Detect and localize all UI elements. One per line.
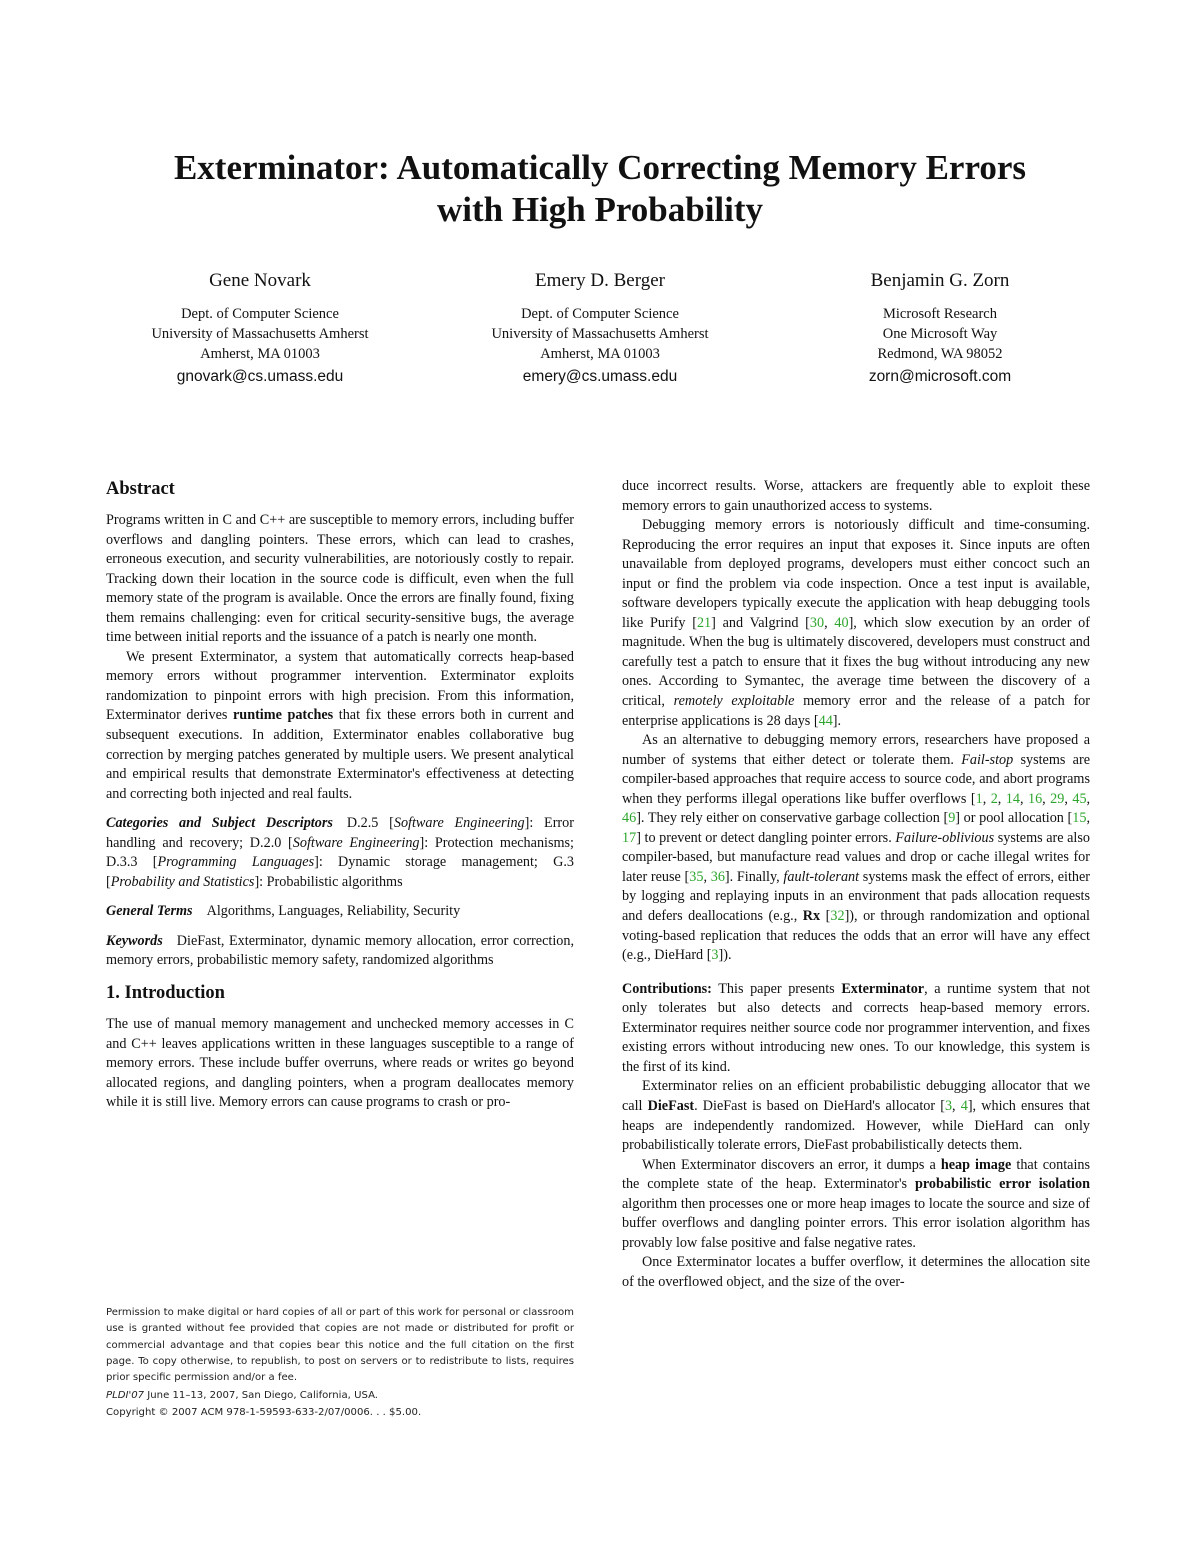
author-name: Emery D. Berger <box>535 270 665 291</box>
author-name: Gene Novark <box>209 270 311 291</box>
intro-paragraph: Exterminator relies on an efficient probabilistic debugging allocator that we call DieFast. DieFast is based on DieHard's allocator [3, 4], which ensures that heaps are independently randomized. However, while DieHard can only probabilistically tolerate errors, DieFast probabilistically detects them. <box>622 1078 1090 1154</box>
abstract-paragraph: Programs written in C and C++ are susceptible to memory errors, including buffer overflows and dangling pointers. These errors, which can lead to crashes, erroneous execution, and security vulnerabilities, are notoriously costly to repair. Tracking down their location in the source code is difficult, even when the full memory state of the program is available. Once the errors are finally found, fixing them remains challenging: even for critical security-sensitive bugs, the average time between initial reports and the issuance of a patch is nearly one month. <box>106 512 574 646</box>
citation-link[interactable]: 3 <box>711 947 719 964</box>
author-block <box>90 268 430 388</box>
intro-paragraph: Once Exterminator locates a buffer overflow, it determines the allocation site of the overflowed object, and the size of the over- <box>622 1254 1090 1290</box>
citation-link[interactable]: 29 <box>1050 790 1065 807</box>
author-affiliation: Dept. of Computer Science <box>521 306 679 322</box>
intro-paragraph: Debugging memory errors is notoriously difficult and time-consuming. Reproducing the error requires an input that exposes it. Since inputs are often unavailable from deployed programs, developers must either concoct such an input or find the problem via code inspection. Once a test input is available, software developers typically execute the application with heap debugging tools like Purify [21] and Valgrind [30, 40], which slow execution by an order of magnitude. When the bug is ultimately discovered, developers must construct and carefully test a patch to ensure that it fixes the bug without introducing any new ones. According to Symantec, the average time between the discovery of a critical, remotely exploitable memory error and the release of a patch for enterprise applications is 28 days [44]. <box>622 517 1090 729</box>
paper-title-line-1: Exterminator: Automatically Correcting Memory Errors <box>173 148 1027 187</box>
copyright-line: Copyright © 2007 ACM 978-1-59593-633-2/07/0006. . . $5.00. <box>106 1406 422 1418</box>
author-email[interactable]: emery@cs.umass.edu <box>522 368 678 385</box>
author-email[interactable]: zorn@microsoft.com <box>868 368 1012 385</box>
author-block <box>770 268 1110 388</box>
author-affiliation: Microsoft Research <box>883 306 997 322</box>
citation-link[interactable]: 40 <box>834 614 849 631</box>
author-email[interactable]: gnovark@cs.umass.edu <box>176 368 344 385</box>
author-affiliation: University of Massachusetts Amherst <box>491 326 709 342</box>
author-affiliation: Amherst, MA 01003 <box>200 346 320 362</box>
author-affiliation: Dept. of Computer Science <box>181 306 339 322</box>
citation-link[interactable]: 4 <box>960 1097 968 1114</box>
citation-link[interactable]: 14 <box>1005 790 1020 807</box>
citation-link[interactable]: 17 <box>622 829 637 846</box>
citation-link[interactable]: 44 <box>818 712 833 729</box>
citation-link[interactable]: 2 <box>990 790 998 807</box>
general-terms: General Terms Algorithms, Languages, Reliability, Security <box>106 903 461 920</box>
author-block <box>430 268 770 388</box>
citation-link[interactable]: 1 <box>975 790 983 807</box>
permission-footnote <box>106 1305 574 1421</box>
right-column <box>622 477 1090 1292</box>
citation-link[interactable]: 21 <box>696 614 712 631</box>
section-heading-introduction: 1. Introduction <box>106 983 225 1004</box>
intro-paragraph: As an alternative to debugging memory errors, researchers have proposed a number of systems that either detect or tolerate them. Fail-stop systems are compiler-based approaches that require access to source code, and abort programs when they performs illegal operations like buffer overflows [1, 2, 14, 16, 29, 45, 46]. They rely either on conservative garbage collection [9] or pool allocation [15, 17] to prevent or detect dangling pointer errors. Failure-oblivious systems are also compiler-based, but manufacture read values and drop or cache illegal writes for later reuse [35, 36]. Finally, fault-tolerant systems mask the effect of errors, either by logging and replaying inputs in an environment that pads allocation requests and defers deallocations (e.g., Rx [32]), or through randomization and optional voting-based replication that reduces the odds that an error will have any effect (e.g., DieHard [3]). <box>622 732 1091 964</box>
author-affiliation: University of Massachusetts Amherst <box>151 326 369 342</box>
intro-paragraph: duce incorrect results. Worse, attackers are frequently able to exploit these memory errors to gain unauthorized access to systems. <box>622 478 1090 514</box>
keywords: Keywords DieFast, Exterminator, dynamic memory allocation, error correction, memory errors, probabilistic memory safety, randomized algorithms <box>106 932 574 969</box>
author-affiliation: Amherst, MA 01003 <box>540 346 660 362</box>
citation-link[interactable]: 30 <box>809 614 825 631</box>
citation-link[interactable]: 32 <box>830 908 845 925</box>
paper-title-line-2: with High Probability <box>436 190 764 229</box>
left-column <box>106 477 574 1113</box>
abstract-heading: Abstract <box>106 479 175 499</box>
intro-paragraph: The use of manual memory management and unchecked memory accesses in C and C++ leaves applications written in these languages susceptible to a range of memory errors. These include buffer overruns, where reads or writes go beyond allocated regions, and dangling pointers, when a program deallocates memory while it is still live. Memory errors can cause programs to crash or pro- <box>106 1016 574 1111</box>
citation-link[interactable]: 16 <box>1027 790 1043 807</box>
citation-link[interactable]: 36 <box>710 868 725 885</box>
citation-link[interactable]: 35 <box>689 868 704 885</box>
abstract-paragraph: We present Exterminator, a system that automatically corrects heap-based memory errors without programmer intervention. Exterminator exploits randomization to pinpoint errors with high precision. From this information, Exterminator derives runtime patches that fix these errors both in current and subsequent executions. In addition, Exterminator enables collaborative bug correction by merging patches generated by multiple users. We present analytical and empirical results that demonstrate Exterminator's effectiveness at detecting and correcting both injected and real faults. <box>106 648 575 802</box>
permission-notice: Permission to make digital or hard copies of all or part of this work for personal or classroom use is granted without fee provided that copies are not made or distributed for profit or commercial advantage and that copies bear this notice and the full citation on the first page. To copy otherwise, to republish, to post on servers or to redistribute to lists, requires prior specific permission and/or a fee. <box>106 1307 574 1384</box>
author-affiliation: Redmond, WA 98052 <box>877 346 1003 362</box>
venue-line: PLDI'07 June 11–13, 2007, San Diego, California, USA. <box>106 1390 378 1402</box>
citation-link[interactable]: 9 <box>948 810 956 827</box>
author-affiliation: One Microsoft Way <box>882 326 998 342</box>
citation-link[interactable]: 45 <box>1072 790 1087 807</box>
intro-paragraph: When Exterminator discovers an error, it dumps a heap image that contains the complete state of the heap. Exterminator's probabilistic error isolation algorithm then processes one or more heap images to locate the source and size of buffer overflows and dangling pointer errors. This error isolation algorithm has provably low false positive and false negative rates. <box>622 1156 1091 1251</box>
citation-link[interactable]: 3 <box>944 1097 953 1114</box>
contributions-paragraph: Contributions: This paper presents Exterminator, a runtime system that not only tolerates but also detects and corrects heap-based memory errors. Exterminator requires neither source code nor programmer intervention, and fixes existing errors without introducing new ones. To our knowledge, this system is the first of its kind. <box>622 980 1090 1075</box>
categories-descriptors: Categories and Subject Descriptors D.2.5 [Software Engineering]: Error handling and recovery; D.2.0 [Software Engineering]: Protection mechanisms; D.3.3 [Programming Languages]: Dynamic storage management; G.3 [Probability and Statistics]: Probabilistic algorithms <box>106 815 574 890</box>
citation-link[interactable]: 15 <box>1072 810 1087 827</box>
citation-link[interactable]: 46 <box>622 810 637 827</box>
author-name: Benjamin G. Zorn <box>870 270 1010 291</box>
